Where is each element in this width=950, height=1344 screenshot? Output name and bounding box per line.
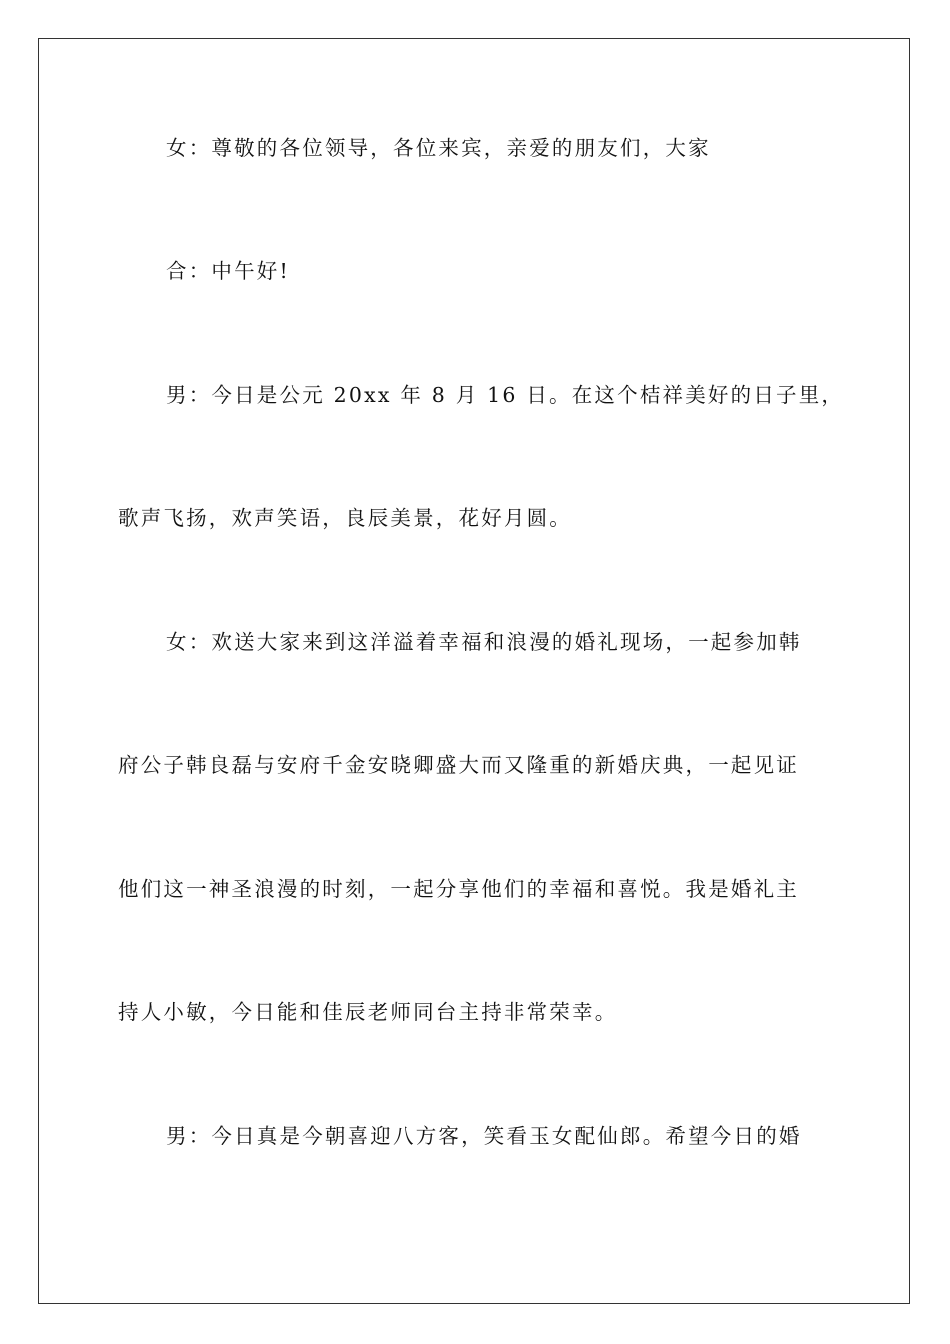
paragraph-line: 他们这一神圣浪漫的时刻，一起分享他们的幸福和喜悦。我是婚礼主 xyxy=(118,877,799,901)
paragraph-line: 合：中午好! xyxy=(166,259,290,283)
paragraph-line: 持人小敏，今日能和佳辰老师同台主持非常荣幸。 xyxy=(118,1000,618,1024)
paragraph-line: 男：今日是公元 20xx 年 8 月 16 日。在这个桔祥美好的日子里， xyxy=(166,383,845,407)
paragraph-line: 女：欢送大家来到这洋溢着幸福和浪漫的婚礼现场，一起参加韩 xyxy=(166,630,802,654)
paragraph-line: 府公子韩良磊与安府千金安晓卿盛大而又隆重的新婚庆典，一起见证 xyxy=(118,753,799,777)
paragraph-line: 女：尊敬的各位领导，各位来宾，亲爱的朋友们，大家 xyxy=(166,136,711,160)
page-border xyxy=(38,38,910,1304)
paragraph-line: 男：今日真是今朝喜迎八方客，笑看玉女配仙郎。希望今日的婚 xyxy=(166,1124,802,1148)
paragraph-line: 歌声飞扬，欢声笑语，良辰美景，花好月圆。 xyxy=(118,506,572,530)
